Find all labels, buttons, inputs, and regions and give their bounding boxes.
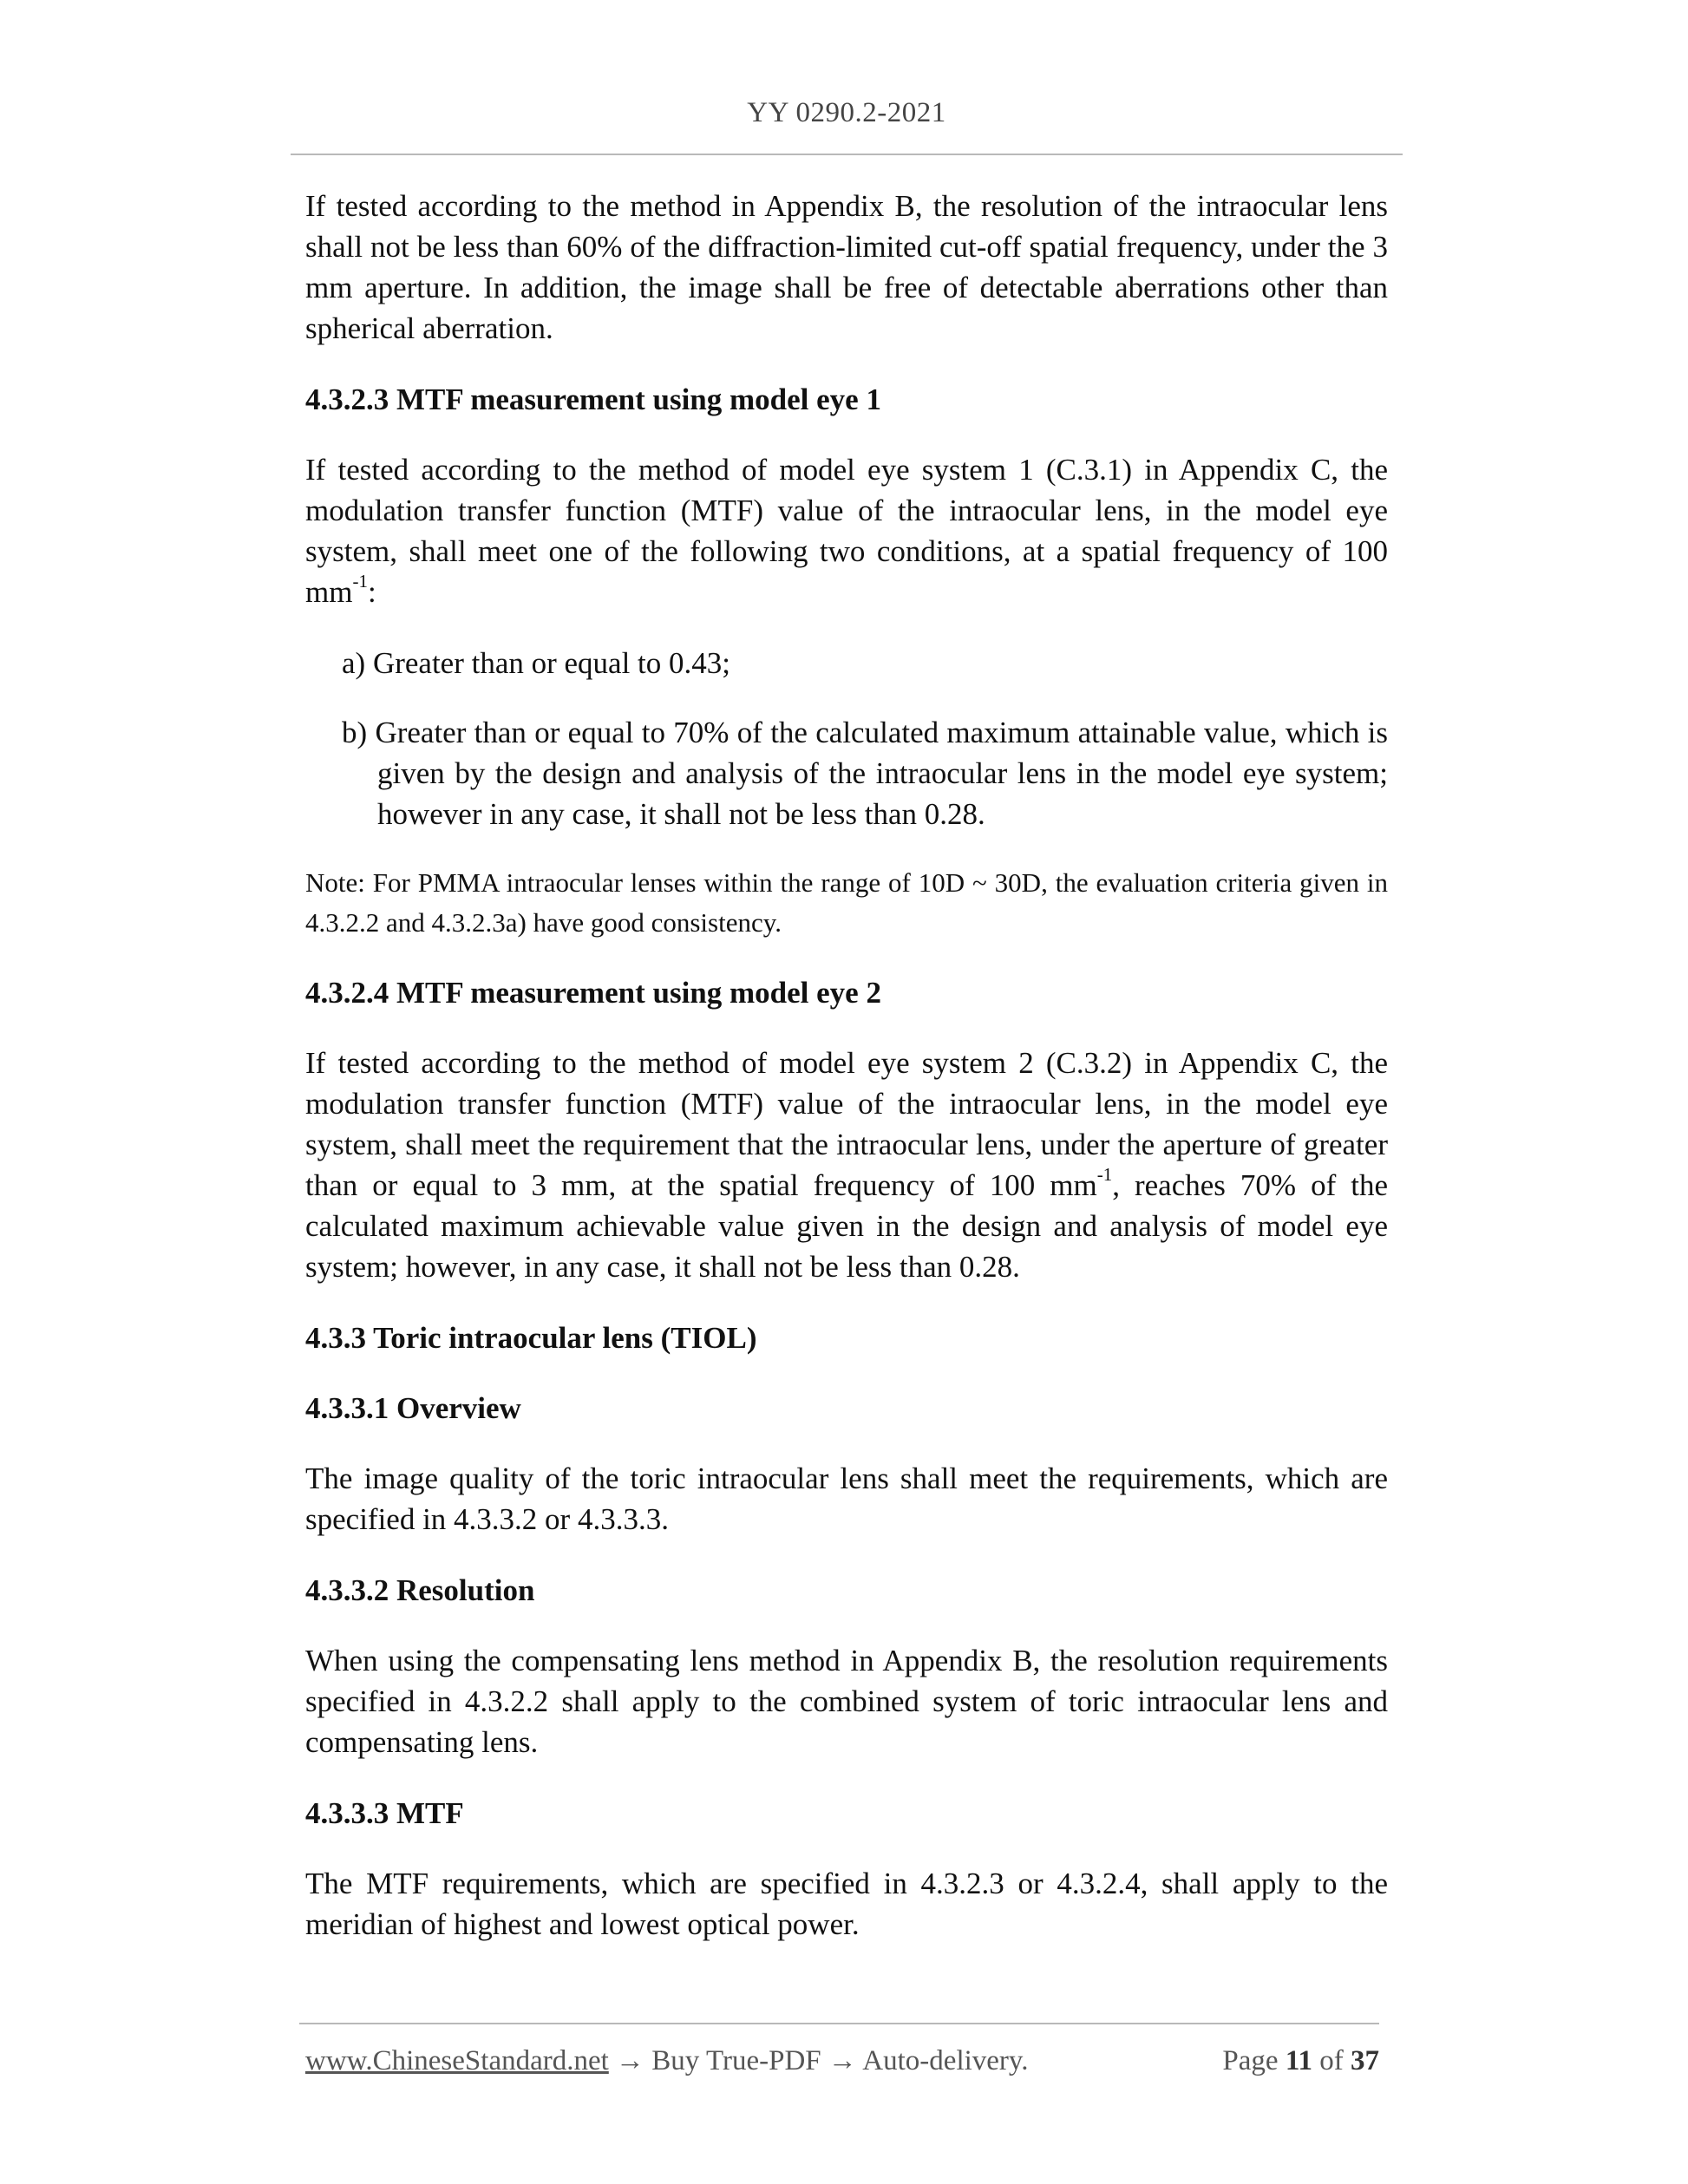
paragraph-toric-resolution: When using the compensating lens method in Appendix B, the resolution requirements specified in 4.3.2.2 shall apply to the combined system of toric intraocular lens and compensating lens. [305,1644,1388,1759]
paragraph-resolution: If tested according to the method in Appendix B, the resolution of the intraocular lens shall not be less than 60% of the diffraction-limited cut-off spatial frequency, under the 3 mm aperture. In addition, the image shall be free of detectable aberrations other than spherical aberration. [305,189,1388,345]
paragraph-model-eye-2-end: , reaches 70% of the calculated maximum achievable value given in the design and analysis of model eye system; however, in any case, it shall not be less than 0.28. [305,1168,1389,1284]
heading-4-3-2-4: 4.3.2.4 MTF measurement using model eye 2 [305,976,881,1010]
site-link[interactable]: www.ChineseStandard.net [305,2045,609,2076]
note-pmma: Note: For PMMA intraocular lenses within the range of 10D ~ 30D, the evaluation criteria given in 4.3.2.2 and 4.3.2.3a) have good consistency. [305,867,1388,938]
footer-left [305,2045,1029,2077]
page-number: 11 [1285,2045,1312,2076]
of-label: of [1312,2045,1351,2076]
heading-4-3-2-3: 4.3.2.3 MTF measurement using model eye 1 [305,383,881,416]
heading-4-3-3-3: 4.3.3.3 MTF [305,1796,464,1830]
page-indicator [1222,2045,1379,2077]
paragraph-model-eye-1-text: If tested according to the method of model eye system 1 (C.3.1) in Appendix C, the modulation transfer function (MTF) value of the intraocular lens, in the model eye system, shall meet one of the following two conditions, at a spatial frequency of 100 mm [305,453,1388,609]
header-rule [291,154,1403,155]
page-label: Page [1222,2045,1286,2076]
heading-4-3-3: 4.3.3 Toric intraocular lens (TIOL) [305,1321,757,1355]
footer-rule [299,2023,1379,2024]
heading-4-3-3-2: 4.3.3.2 Resolution [305,1573,535,1607]
superscript-minus-one: -1 [352,571,368,592]
header-doc-id: YY 0290.2-2021 [747,97,946,128]
paragraph-toric-mtf: The MTF requirements, which are specified in 4.3.2.3 or 4.3.2.4, shall apply to the meridian of highest and lowest optical power. [305,1867,1388,1941]
paragraph-model-eye-2-text: If tested according to the method of model eye system 2 (C.3.2) in Appendix C, the modulation transfer function (MTF) value of the intraocular lens, in the model eye system, shall meet the requirement that the intraocular lens, under the aperture of greater than or equal to 3 mm, at the spatial frequency of 100 mm [305,1046,1388,1202]
list-item-a: a) Greater than or equal to 0.43; [342,646,731,680]
list-item-b: b) Greater than or equal to 70% of the calculated maximum attainable value, which is given by the design and analysis of the intraocular lens in the model eye system; however in any case, it shall not be less than 0.28. [342,716,1388,831]
page-content [305,186,1388,1975]
heading-4-3-3-1: 4.3.3.1 Overview [305,1391,521,1425]
paragraph-model-eye-1-end: : [367,575,376,609]
paragraph-overview: The image quality of the toric intraocular lens shall meet the requirements, which are specified in 4.3.3.2 or 4.3.3.3. [305,1461,1388,1536]
footer-tagline: → Buy True-PDF → Auto-delivery. [608,2045,1029,2076]
paragraph-model-eye-2 [305,1043,1388,1287]
superscript-minus-one: -1 [1096,1164,1113,1186]
paragraph-model-eye-1 [305,449,1388,612]
page-total: 37 [1351,2045,1379,2076]
